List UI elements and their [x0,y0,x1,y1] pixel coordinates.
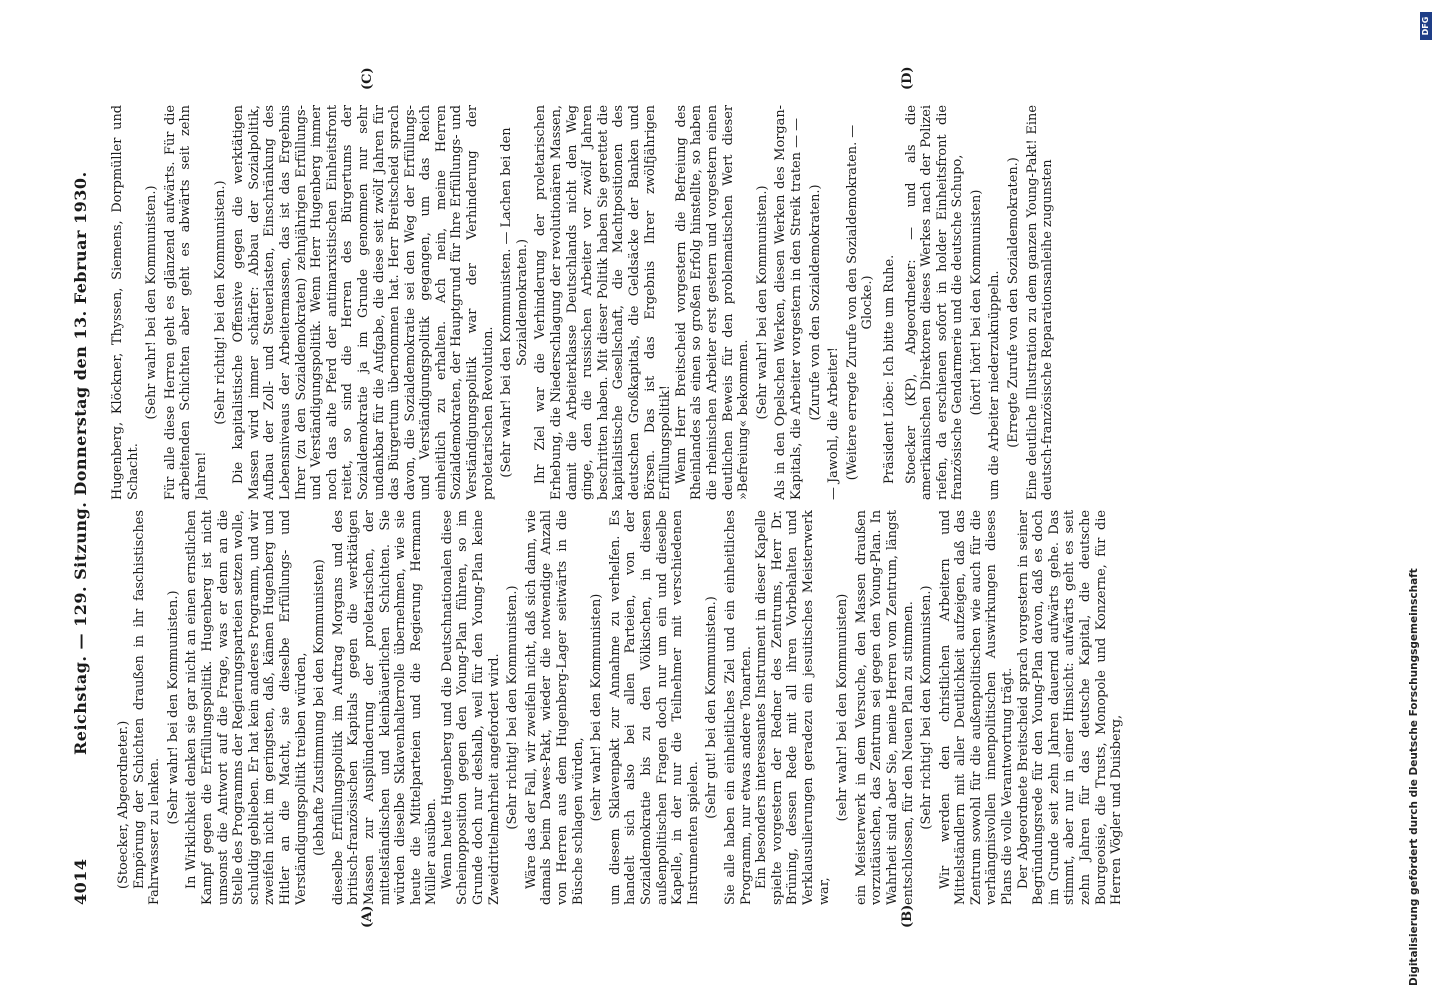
interjection: (Sehr richtig! bei den Kommunisten.) [505,585,521,830]
paragraph: Der Abgeordnete Breitscheid sprach vorgestern in seiner Begründungsrede für den Young-Plan davon, daß es doch im Grunde seit zehn Jahren dauernd aufwärts gehe. Das stimmt, aber nur in einer Hinsicht: aufwärts geht es seit zehn Jahren für das deutsche Kapital, die deutsche Bourgeoisie, die Trusts, Monopole und Konzerne, für die Herren Vögler und Duisberg, [1015,510,1125,905]
interjection: (Sehr wahr! bei den Kommunisten.) [165,590,181,825]
interjection: (Sehr richtig! bei den Kommunisten.) [212,180,228,425]
paragraph: Für alle diese Herren geht es glänzend aufwärts. Für die arbeitenden Schichten aber geht es abwärts seit zehn Jahren! [162,105,209,500]
speaker-paragraph: Stoecker (KP), Abgeordneter: — und als die amerikanischen Direktoren dieses Werkes nach der Polizei riefen, da erschienen sofort in holder Einheitsfront die französische Gendarmerie und die deutsche Schupo, [903,105,966,500]
paragraph: Hugenberg, Klöckner, Thyssen, Siemens, Dorpmüller und Schacht. [110,105,141,500]
paragraph: In Wirklichkeit denken sie gar nicht an einen ernstlichen Kampf gegen die Erfüllungspolitik. Hugenberg ist nicht umsonst die Antwort auf die Frage, was er denn an die Stelle des Programms der Regierungsparteien setzen wolle, schuldig geblieben. Er hat kein anderes Programm, und wir zweifeln nicht im geringsten, daß, kämen Hugenberg und Hitler an die Macht, sie dieselbe Erfüllungs- und Verständigungspolitik treiben würden, [184,510,309,905]
paragraph: Als in den Opelschen Werken, diesen Werken des Morgan-Kapitals, die Arbeiter vorgestern in den Streik traten — — [773,105,804,500]
paragraph: Wäre das der Fall, wir zweifeln nicht, daß sich dann, wie damals beim Dawes-Pakt, wieder die notwendige Anzahl von Herren aus dem Hugenberg-Lager seitwärts in die Büsche schlagen würden, [523,510,586,905]
text-column-left [110,510,1320,905]
margin-mark-b: (B) [900,904,915,928]
interjection: (Sehr wahr! bei den Kommunisten. — Lachen bei den Sozialdemokraten.) [499,127,530,478]
page-header [65,80,99,905]
interjection: (hört! hört! bei den Kommunisten) [968,189,984,416]
paragraph: Wenn heute Hugenberg und die Deutschnationalen diese Scheinopposition gegen den Young-Plan führen, so im Grunde doch nur deshalb, weil für den Young-Plan keine Zweidrittelmehrheit angefordert wird. [439,510,502,905]
paragraph: — Jawohl, die Arbeiter! [826,347,842,500]
margin-mark-a: (A) [360,905,375,928]
interjection: (Sehr wahr! bei den Kommunisten.) [144,185,160,420]
paragraph: Wir werden den christlichen Arbeitern und Mittelständlern mit aller Deutlichkeit aufzeigen, daß das Zentrum sowohl für die außenpolitischen wie auch für die verhängnisvollen innenpolitischen Auswirkungen dieses Plans die volle Verantwortung trägt. [937,510,1016,905]
paragraph: Eine deutliche Illustration zu dem ganzen Young-Pakt! Eine deutsch-französische Reparationsanleihe zugunsten [1024,105,1056,500]
margin-mark-d: (D) [900,66,915,90]
paragraph: Ihr Ziel war die Verhinderung der proletarischen Erhebung, die Niederschlagung der revolutionären Massen, damit die Arbeiterklasse Deutschlands nicht den Weg ginge, den die russischen Arbeiter vor zwölf Jahren beschritten haben. Mit dieser Politik haben Sie gerettet die kapitalistische Gesellschaft, die Machtpositionen des deutschen Großkapitals, die Geldsäcke der Banken und Börsen. Das ist das Ergebnis Ihrer zwölfjährigen Erfüllungspolitik! [533,105,674,500]
paragraph: Wenn Herr Breitscheid vorgestern die Befreiung des Rheinlandes als einen so großen Erfolg hinstellte, so haben die rheinischen Arbeiter erst gestern und vorgestern einen deutlichen Beweis für den problematischen Wert dieser »Befreiung« bekommen. [673,105,752,500]
interjection: (Zurufe von den Sozialdemokraten.) [807,184,823,421]
interjection: (Sehr richtig! bei den Kommunisten.) [919,585,935,830]
paragraph: um die Arbeiter niederzuknüppeln. [987,270,1003,500]
paragraph: Sie alle haben ein einheitliches Ziel und ein einheitliches Programm, nur etwas andere Tonarten. [722,510,754,905]
interjection: (sehr wahr! bei den Kommunisten) [589,593,605,822]
page-number: 4014 [71,858,90,905]
interjection: (Weitere erregte Zurufe von den Sozialdemokraten. — Glocke.) [844,124,876,481]
paragraph: ein Meisterwerk in dem Versuche, den Massen draußen vorzutäuschen, das Zentrum sei gegen den Young-Plan. In Wahrheit sind aber Sie, meine Herren vom Zentrum, längst entschlossen, für den Neuen Plan zu stimmen. [853,510,916,905]
paragraph: Ein besonders interessantes Instrument in dieser Kapelle spielte vorgestern der Redner des Zentrums, Herr Dr. Brüning, dessen Rede mit all ihren Vorbehalten und Verklausulierungen geradezu ein jesuitisches Meisterwerk war, [754,510,832,905]
interjection: (lebhafte Zustimmung bei den Kommunisten) [312,559,328,856]
speaker-paragraph: Präsident Löbe: Ich bitte um Ruhe. [881,254,897,484]
paragraph: Empörung der Schichten draußen in ihr faschistisches Fahrwasser zu lenken. [131,510,163,905]
interjection: (Sehr wahr! bei den Kommunisten.) [754,185,770,420]
paragraph: Die kapitalistische Offensive gegen die werktätigen Massen wird immer schärfer: Abbau der Sozialpolitik, Aufbau der Zoll- und Steuerlasten, Einschränkung des Lebensniveaus der Arbeitermassen, das ist das Ergebnis Ihrer (zu den Sozialdemokraten) zehnjährigen Erfüllungs- und Verständigungspolitik. Wenn Herr Hugenberg immer noch das alte Pferd der antimarxistischen Einheitsfront reitet, so sind die Herren des Bürgertums der Sozialdemokratie ja im Grunde genommen nur sehr undankbar für die Aufgabe, die diese seit zwölf Jahren für das Bürgertum übernommen hat. Herr Breitscheid sprach davon, die Sozialdemokratie sei den Weg der Erfüllungs- und Verständigungspolitik gegangen, um das Reich einheitlich zu erhalten. Ach nein, meine Herren Sozialdemokraten, der Hauptgrund für Ihre Erfüllungs- und Verständigungspolitik war der Verhinderung der proletarischen Revolution. [231,105,496,500]
paragraph: dieselbe Erfüllungspolitik im Auftrag Morgans und des britisch-französischen Kapitals gegen die werktätigen Massen zur Ausplünderung der proletarischen, der mittelständischen und kleinbäuerlichen Schichten. Sie würden dieselbe Sklavenhalterrolle übernehmen, wie sie heute die Mittelparteien und die Regierung Hermann Müller ausüben. [330,510,440,905]
interjection: (Sehr gut! bei den Kommunisten.) [704,596,720,819]
speaker-paragraph: (Stoecker, Abgeordneter.) [116,720,131,889]
paragraph: um diesem Sklavenpakt zur Annahme zu verhelfen. Es handelt sich also bei allen Parteien, von der Sozialdemokratie bis zu den Völkischen, in diesen außenpolitischen Fragen doch nur um ein und dieselbe Kapelle, in der nur die Teilnehmer mit verschiedenen Instrumenten spielen. [607,510,701,905]
margin-mark-c: (C) [360,67,375,90]
text-column-right [110,105,1320,500]
running-head: Reichstag. — 129. Sitzung. Donnerstag den 13. Februar 1930. [71,171,90,755]
digitization-note: Digitalisierung gefördert durch die Deutsche Forschungsgemeinschaft [1408,568,1420,986]
interjection: (sehr wahr! bei den Kommunisten) [835,593,851,822]
interjection: (Erregte Zurufe von den Sozialdemokraten.) [1006,157,1022,448]
dfg-logo: DFG [1420,12,1432,40]
